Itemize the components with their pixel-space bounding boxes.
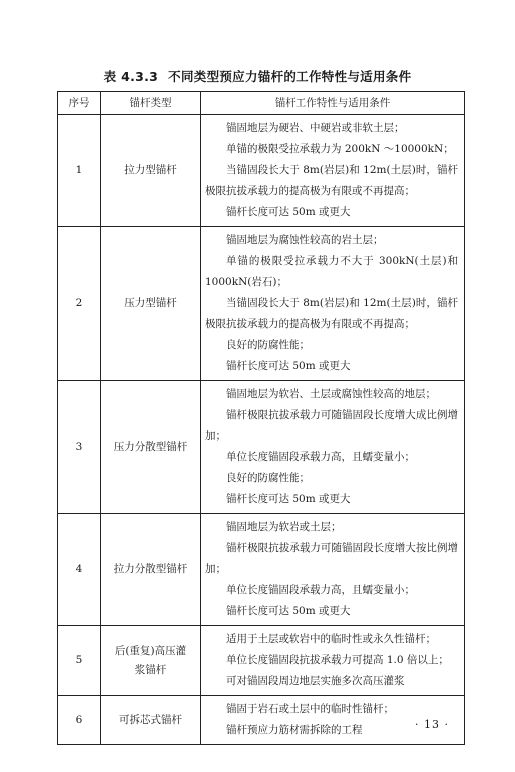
- description-item: 锚杆长度可达 50m 或更大: [226, 493, 351, 505]
- anchor-type: 后(重复)高压灌浆锚杆: [101, 626, 201, 696]
- description-item: 当锚固段长大于 8m(岩层)和 12m(土层)时，锚杆极限抗拔承载力的提高极为有限或不再提高；: [205, 164, 458, 197]
- description-item: 良好的防腐性能；: [226, 472, 310, 484]
- table-header-row: [58, 92, 465, 115]
- table-title: [0, 67, 515, 85]
- description-item: 良好的防腐性能；: [226, 339, 310, 351]
- anchor-type: 拉力分散型锚杆: [101, 514, 201, 626]
- description-item: 单位长度锚固段承载力高，且蠕变量小；: [226, 451, 415, 463]
- header-type: 锚杆类型: [101, 92, 201, 115]
- description-item: 锚杆长度可达 50m 或更大: [226, 360, 351, 372]
- description-item: 锚杆极限抗拔承载力可随锚固段长度增大按比例增加；: [205, 542, 458, 575]
- table-row: [58, 115, 465, 227]
- table-row: [58, 227, 465, 381]
- description-item: 锚固地层为软岩、土层或腐蚀性较高的地层；: [226, 388, 436, 400]
- description-item: 锚杆长度可达 50m 或更大: [226, 206, 351, 218]
- description-item: 锚固地层为腐蚀性较高的岩土层；: [226, 234, 384, 246]
- anchor-description: [201, 514, 465, 626]
- row-number: 5: [58, 626, 101, 696]
- anchor-description: [201, 626, 465, 696]
- row-number: 6: [58, 696, 101, 745]
- header-no: 序号: [58, 92, 101, 115]
- description-item: 适用于土层或软岩中的临时性或永久性锚杆；: [226, 633, 436, 645]
- row-number: 1: [58, 115, 101, 227]
- table-row: [58, 514, 465, 626]
- anchor-type: 可拆芯式锚杆: [101, 696, 201, 745]
- description-item: 锚杆极限抗拔承载力可随锚固段长度增大成比例增加；: [205, 409, 458, 442]
- anchor-type: 压力分散型锚杆: [101, 381, 201, 514]
- anchor-description: [201, 381, 465, 514]
- anchor-spec-table: [57, 91, 465, 745]
- description-item: 单锚的极限受拉承载力为 200kN ～10000kN；: [226, 143, 454, 155]
- header-desc: 锚杆工作特性与适用条件: [201, 92, 465, 115]
- description-item: 单位长度锚固段抗拔承载力可提高 1.0 倍以上；: [226, 654, 449, 666]
- description-item: 单锚的极限受拉承载力不大于 300kN(土层)和 1000kN(岩石)；: [205, 255, 458, 288]
- description-item: 锚固于岩石或土层中的临时性锚杆；: [226, 703, 394, 715]
- description-item: 单位长度锚固段承载力高，且蠕变量小；: [226, 584, 415, 596]
- description-item: 锚杆预应力筋材需拆除的工程: [226, 724, 363, 736]
- anchor-description: [201, 227, 465, 381]
- row-number: 4: [58, 514, 101, 626]
- table-caption: 不同类型预应力锚杆的工作特性与适用条件: [168, 69, 412, 84]
- description-item: 可对锚固段周边地层实施多次高压灌浆: [226, 675, 405, 687]
- page-number: · 13 ·: [415, 718, 449, 731]
- row-number: 2: [58, 227, 101, 381]
- table-row: [58, 381, 465, 514]
- description-item: 锚固地层为软岩或土层；: [226, 521, 342, 533]
- description-item: 当锚固段长大于 8m(岩层)和 12m(土层)时，锚杆极限抗拔承载力的提高极为有限或不再提高；: [205, 297, 458, 330]
- row-number: 3: [58, 381, 101, 514]
- table-row: [58, 696, 465, 745]
- anchor-type: 拉力型锚杆: [101, 115, 201, 227]
- description-item: 锚固地层为硬岩、中硬岩或非软土层；: [226, 122, 405, 134]
- table-body: [58, 115, 465, 745]
- table-row: [58, 626, 465, 696]
- table-number: 表 4.3.3: [103, 69, 159, 84]
- anchor-type: 压力型锚杆: [101, 227, 201, 381]
- anchor-description: [201, 115, 465, 227]
- description-item: 锚杆长度可达 50m 或更大: [226, 605, 351, 617]
